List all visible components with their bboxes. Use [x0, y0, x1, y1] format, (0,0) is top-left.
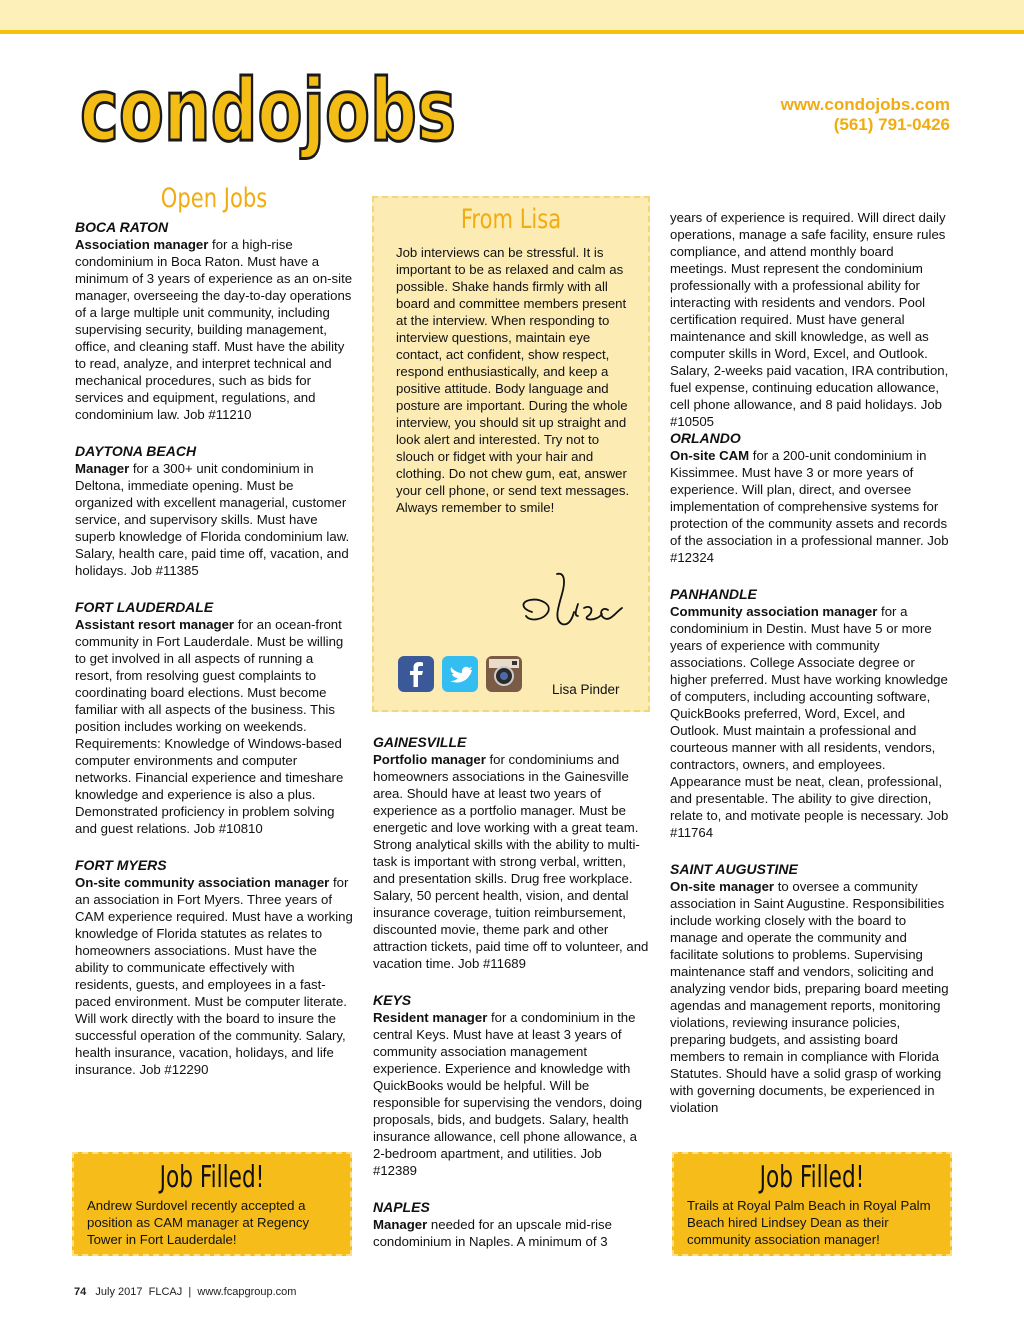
logo-text: condojobs: [80, 61, 456, 161]
page-footer: [74, 1286, 296, 1298]
job-listing: [670, 861, 950, 1116]
job-filled-box-left: [72, 1152, 352, 1256]
job-description: [75, 616, 353, 837]
open-jobs-column: [75, 183, 353, 1098]
job-text: for an ocean-front community in Fort Lauderdale. Must be willing to get involved in all aspects of running a resort, from resolving guest complaints to coordinating board elections. Must become familiar with all aspects of the business. This position includes working on weekends. Requirements: Knowledge of Windows-based computer environments and computer networks. Financial experience and timeshare knowledge and experience is also a plus. Demonstrated proficiency in problem solving and guest relations. Job #10810: [75, 617, 344, 836]
job-description: [373, 751, 649, 972]
publication-name: FLCAJ: [148, 1286, 183, 1298]
middle-jobs-column: [373, 734, 649, 1270]
from-lisa-box: [372, 196, 650, 712]
job-filled-text: Trails at Royal Palm Beach in Royal Palm Beach hired Lindsey Dean as their community association manager!: [687, 1198, 931, 1247]
job-text: for a condominium in Destin. Must have 5 or more years of experience with community associations. College Associate degree or higher preferred. Must have working knowledge of computers, including accounting software, QuickBooks preferred, Word, Excel, and Outlook. Must maintain a professional and courteous manner with all residents, vendors, contractors, owners, and employees. Appearance must be neat, clean, professional, and presentable. The ability to give direction, relate to, and motivate people is necessary. Job #11764: [670, 604, 949, 840]
job-city: FORT LAUDERDALE: [75, 599, 214, 615]
job-text: for a high-rise condominium in Boca Raton. Must have a minimum of 3 years of experience as an on-site manager, overseeing the day-to-day operations of a large multiple unit community, including supervising security, building management, office, and cleaning staff. Must have the ability to read, analyze, and interpret technical and mechanical procedures, such as bids for services and equipment, regulations, and condominium law. Job #11210: [75, 237, 353, 422]
job-listing: [373, 734, 649, 972]
lisa-advice-text: Job interviews can be stressful. It is important to be as relaxed and calm as possible. Shake hands firmly with all board and committee members present at the interview. When responding to interview questions, maintain eye contact, act confident, show respect, respond enthusiastically, and keep a positive attitude. Body language and posture are important. During the whole interview, you should sit up straight and look alert and interested. Try not to slouch or fidget with your hair and clothing. Do not chew gum, eat, answer your cell phone, or send text messages. Always remember to smile!: [396, 245, 630, 515]
job-city: FORT MYERS: [75, 857, 167, 873]
job-text: for an association in Fort Myers. Three years of CAM experience required. Must have a working knowledge of Florida statutes as relates to homeowners associations. Must have the ability to communicate effectively with residents, guests, and employees in a fast-paced environment. Must be computer literate. Will work directly with the board to insure the successful operation of the community. Salary, health insurance, vacation, holidays, and life insurance. Job #12290: [75, 875, 353, 1077]
top-rule: [0, 30, 1024, 34]
job-listing: [670, 586, 950, 841]
job-description: [373, 1009, 649, 1179]
job-listing: [373, 992, 649, 1179]
job-filled-text: Andrew Surdovel recently accepted a position as CAM manager at Regency Tower in Fort Lauderdale!: [87, 1198, 310, 1247]
job-description: [75, 236, 353, 423]
job-listing: [670, 430, 950, 566]
job-city: ORLANDO: [670, 430, 741, 446]
job-filled-box-right: [672, 1152, 952, 1256]
website-link[interactable]: www.condojobs.com: [780, 95, 950, 114]
twitter-icon[interactable]: [442, 656, 478, 692]
footer-website-link[interactable]: www.fcapgroup.com: [197, 1286, 297, 1298]
job-role: Resident manager: [373, 1010, 488, 1025]
job-description: [75, 460, 353, 579]
job-description: [373, 1216, 649, 1250]
job-role: On-site CAM: [670, 448, 750, 463]
job-listing: [75, 219, 353, 423]
job-role: Manager: [75, 461, 130, 476]
job-role: Assistant resort manager: [75, 617, 235, 632]
job-role: On-site manager: [670, 879, 775, 894]
job-description: [75, 874, 353, 1078]
footer-separator: |: [188, 1286, 192, 1298]
top-band: [0, 0, 1024, 30]
phone-number: (561) 791-0426: [833, 115, 950, 134]
job-text: for a condominium in the central Keys. Must have at least 3 years of community association management experience. Experience and knowledge with QuickBooks would be helpful. Will be responsible for supervising the vendors, doing proposals, bids, and budgets. Salary, health insurance allowance, cell phone allowance, a 2-bedroom apartment, and utilities. Job #12389: [373, 1010, 643, 1178]
job-city: SAINT AUGUSTINE: [670, 861, 798, 877]
job-role: Portfolio manager: [373, 752, 486, 767]
page-number: 74: [74, 1286, 87, 1298]
job-role: Manager: [373, 1217, 428, 1232]
job-role: On-site community association manager: [75, 875, 330, 890]
condojobs-logo: [74, 60, 464, 170]
job-description: [670, 878, 950, 1116]
issue-date: July 2017: [95, 1286, 143, 1298]
job-role: Community association manager: [670, 604, 878, 619]
job-listing: [373, 1199, 649, 1250]
job-text: for a 200-unit condominium in Kissimmee. Must have 3 or more years of experience. Will plan, direct, and oversee implementation of comprehensive systems for protection of the community assets and records of the association in a professional manner. Job #12324: [670, 448, 949, 565]
job-description: [670, 603, 950, 841]
job-filled-title: Job Filled!: [159, 1160, 265, 1195]
job-city: GAINESVILLE: [373, 734, 467, 750]
job-city: DAYTONA BEACH: [75, 443, 197, 459]
lisa-signature: [512, 564, 632, 634]
job-continued-text: years of experience is required. Will direct daily operations, manage a safe facility, ensure rules compliance, and attend monthly board meetings. Must represent the condominium professionally with a professional ability for interacting with residents and vendors. Pool certification required. Must have general maintenance and skill knowledge, as well as computer skills in Word, Excel, and Outlook. Salary, 2-weeks paid vacation, IRA contribution, fuel expense, continuing education allowance, cell phone allowance, and 8 paid holidays. Job #10505: [670, 210, 949, 429]
job-description: [670, 447, 950, 566]
job-city: NAPLES: [373, 1199, 430, 1215]
job-text: to oversee a community association in Saint Augustine. Responsibilities include working closely with the board to manage and operate the community and facilitate solutions to problems. Supervising maintenance staff and vendors, soliciting and analyzing vendor bids, preparing board meeting agendas and management reports, monitoring violations, reviewing insurance policies, preparing budgets, and assisting board members to remain in compliance with Florida Statutes. Should have a solid grasp of working with governing documents, be experienced in violation: [670, 879, 949, 1115]
job-text: needed for an upscale mid-rise condominium in Naples. A minimum of 3: [373, 1217, 612, 1249]
job-listing: [75, 599, 353, 837]
instagram-icon[interactable]: [486, 656, 522, 692]
from-lisa-title: From Lisa: [460, 204, 562, 235]
job-listing: [75, 857, 353, 1078]
job-city: KEYS: [373, 992, 412, 1008]
job-text: for a 300+ unit condominium in Deltona, immediate opening. Must be organized with excellent managerial, customer service, and supervisory skills. Must have superb knowledge of Florida condominium law. Salary, health care, paid time off, vacation, and holidays. Job #11385: [75, 461, 350, 578]
job-text: for condominiums and homeowners associations in the Gainesville area. Should have at least two years of experience as a portfolio manager. Must be energetic and love working with a great team. Strong analytical skills with the ability to multi-task is important with strong verbal, written, and presentation skills. Drug free workplace. Salary, 50 percent health, vision, and dental insurance coverage, tuition reimbursement, discounted movie, theme park and other attraction tickets, paid time off to volunteer, and vacation time. Job #11689: [373, 752, 649, 971]
contact-info: [781, 95, 950, 135]
job-city: BOCA RATON: [75, 219, 169, 235]
open-jobs-title: Open Jobs: [160, 183, 268, 214]
lisa-name: Lisa Pinder: [552, 682, 620, 697]
job-city: PANHANDLE: [670, 586, 757, 602]
job-listing: [75, 443, 353, 579]
right-jobs-column: [670, 209, 950, 1136]
job-role: Association manager: [75, 237, 209, 252]
job-filled-title: Job Filled!: [759, 1160, 865, 1195]
facebook-icon[interactable]: [398, 656, 434, 692]
